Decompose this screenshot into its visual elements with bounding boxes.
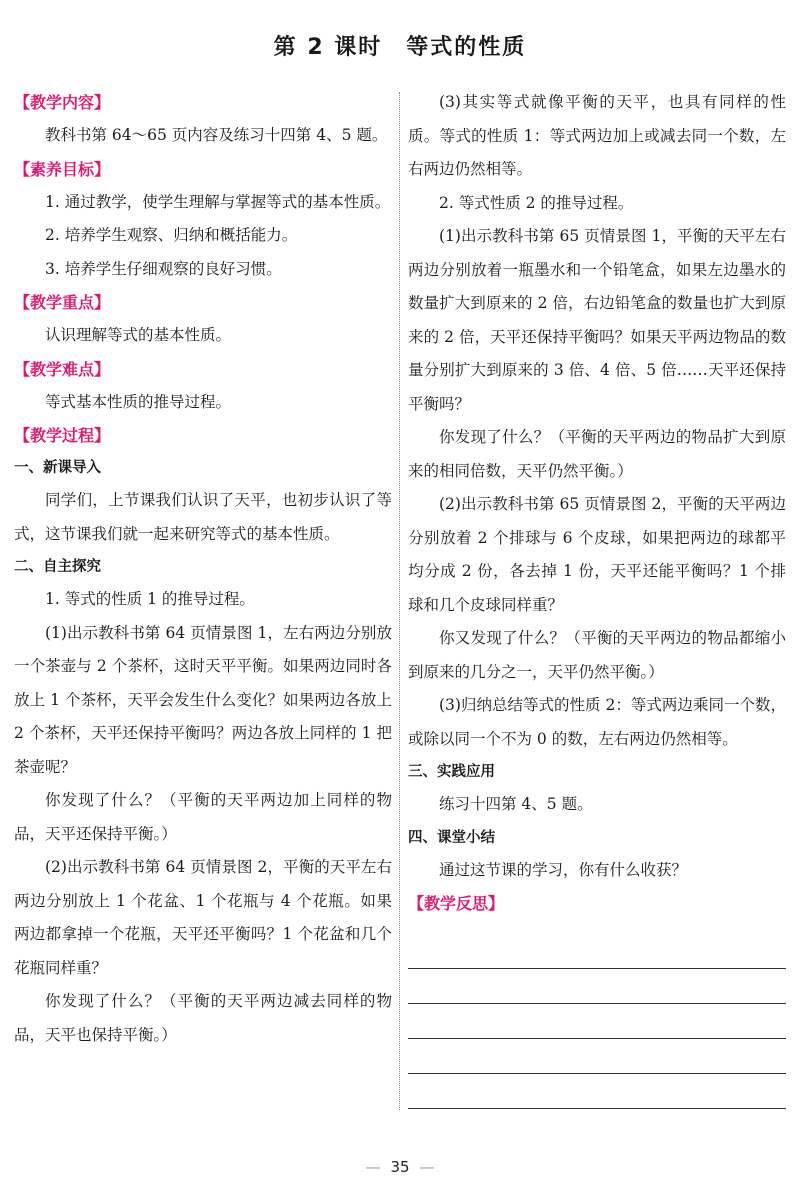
paragraph: (3)归纳总结等式的性质 2：等式两边乘同一个数，或除以同一个不为 0 的数，左右两边仍然相等。 [408, 696, 786, 748]
right-column [408, 86, 786, 1109]
difficulty-text: 等式基本性质的推导过程。 [45, 392, 232, 411]
paragraph: 你发现了什么？（平衡的天平两边加上同样的物品，天平还保持平衡。） [14, 791, 392, 843]
teaching-content-heading: 【教学内容】 [14, 93, 111, 112]
goal-item: 2. 培养学生观察、归纳和概括能力。 [45, 226, 298, 244]
footer-dash-icon: — [419, 1158, 435, 1176]
paragraph: (2)出示教科书第 64 页情景图 2，平衡的天平左右两边分别放上 1 个花盆、1 个花瓶与 4 个花瓶。如果两边都拿掉一个花瓶，天平还平衡吗？1 个花盆和几个花瓶同样重？ [14, 858, 392, 977]
key-point-heading: 【教学重点】 [14, 293, 111, 312]
paragraph: 1. 等式的性质 1 的推导过程。 [45, 590, 255, 608]
reflection-lines [408, 934, 786, 1109]
paragraph: (2)出示教科书第 65 页情景图 2，平衡的天平两边分别放着 2 个排球与 6 个皮球，如果把两边的球都平均分成 2 份，各去掉 1 份，天平还能平衡吗？1 个排球和几个皮球同样重？ [408, 495, 786, 614]
goal-item: 3. 培养学生仔细观察的良好习惯。 [45, 259, 282, 278]
writing-line[interactable] [408, 969, 786, 1004]
literacy-goals-heading: 【素养目标】 [14, 159, 111, 179]
goal-item: 1. 通过教学，使学生理解与掌握等式的基本性质。 [45, 192, 391, 211]
footer-dash-icon: — [365, 1158, 381, 1176]
paragraph: (1)出示教科书第 65 页情景图 1，平衡的天平左右两边分别放着一瓶墨水和一个铅笔盒，如果左边墨水的数量扩大到原来的 2 倍，右边铅笔盒的数量也扩大到原来的 2 倍，天平还保持平衡吗？如果天平两边物品的数量分别扩大到原来的 3 倍、4 倍、5 倍……天平还保持平衡吗？ [408, 227, 786, 413]
reflection-heading: 【教学反思】 [408, 894, 505, 913]
paragraph: 你又发现了什么？（平衡的天平两边的物品都缩小到原来的几分之一，天平仍然平衡。） [408, 629, 786, 681]
key-point-text: 认识理解等式的基本性质。 [45, 326, 232, 344]
writing-line[interactable] [408, 934, 786, 969]
section-intro-heading: 一、新课导入 [14, 460, 101, 476]
section-summary-heading: 四、课堂小结 [408, 829, 495, 846]
section-practice-text: 练习十四第 4、5 题。 [439, 795, 593, 813]
left-column [14, 86, 392, 1052]
section-intro-text: 同学们，上节课我们认识了天平，也初步认识了等式，这节课我们就一起来研究等式的基本性质。 [14, 491, 392, 543]
writing-line[interactable] [408, 1039, 786, 1074]
page-footer [0, 1158, 800, 1176]
page-number: 35 [390, 1158, 410, 1176]
page-title: 第 2 课时 等式的性质 [273, 35, 527, 60]
difficulty-heading: 【教学难点】 [14, 359, 111, 379]
column-divider [399, 92, 400, 1110]
teaching-process-heading: 【教学过程】 [14, 426, 111, 445]
paragraph: (3)其实等式就像平衡的天平，也具有同样的性质。等式的性质 1：等式两边加上或减去同一个数，左右两边仍然相等。 [408, 93, 786, 178]
paragraph: (1)出示教科书第 64 页情景图 1，左右两边分别放一个茶壶与 2 个茶杯，这时天平平衡。如果两边同时各放上 1 个茶杯，天平会发生什么变化？如果两边各放上 2 个茶杯，天平还保持平衡吗？两边各放上同样的 1 把茶壶呢？ [14, 623, 392, 776]
writing-line[interactable] [408, 1074, 786, 1109]
paragraph: 2. 等式性质 2 的推导过程。 [439, 193, 634, 212]
paragraph: 你发现了什么？（平衡的天平两边减去同样的物品，天平也保持平衡。） [14, 992, 392, 1044]
section-practice-heading: 三、实践应用 [408, 764, 495, 780]
section-explore-heading: 二、自主探究 [14, 559, 101, 575]
section-summary-text: 通过这节课的学习，你有什么收获？ [439, 860, 688, 879]
teaching-content-text: 教科书第 64～65 页内容及练习十四第 4、5 题。 [45, 126, 388, 144]
paragraph: 你发现了什么？（平衡的天平两边的物品扩大到原来的相同倍数，天平仍然平衡。） [408, 428, 786, 480]
writing-line[interactable] [408, 1004, 786, 1039]
